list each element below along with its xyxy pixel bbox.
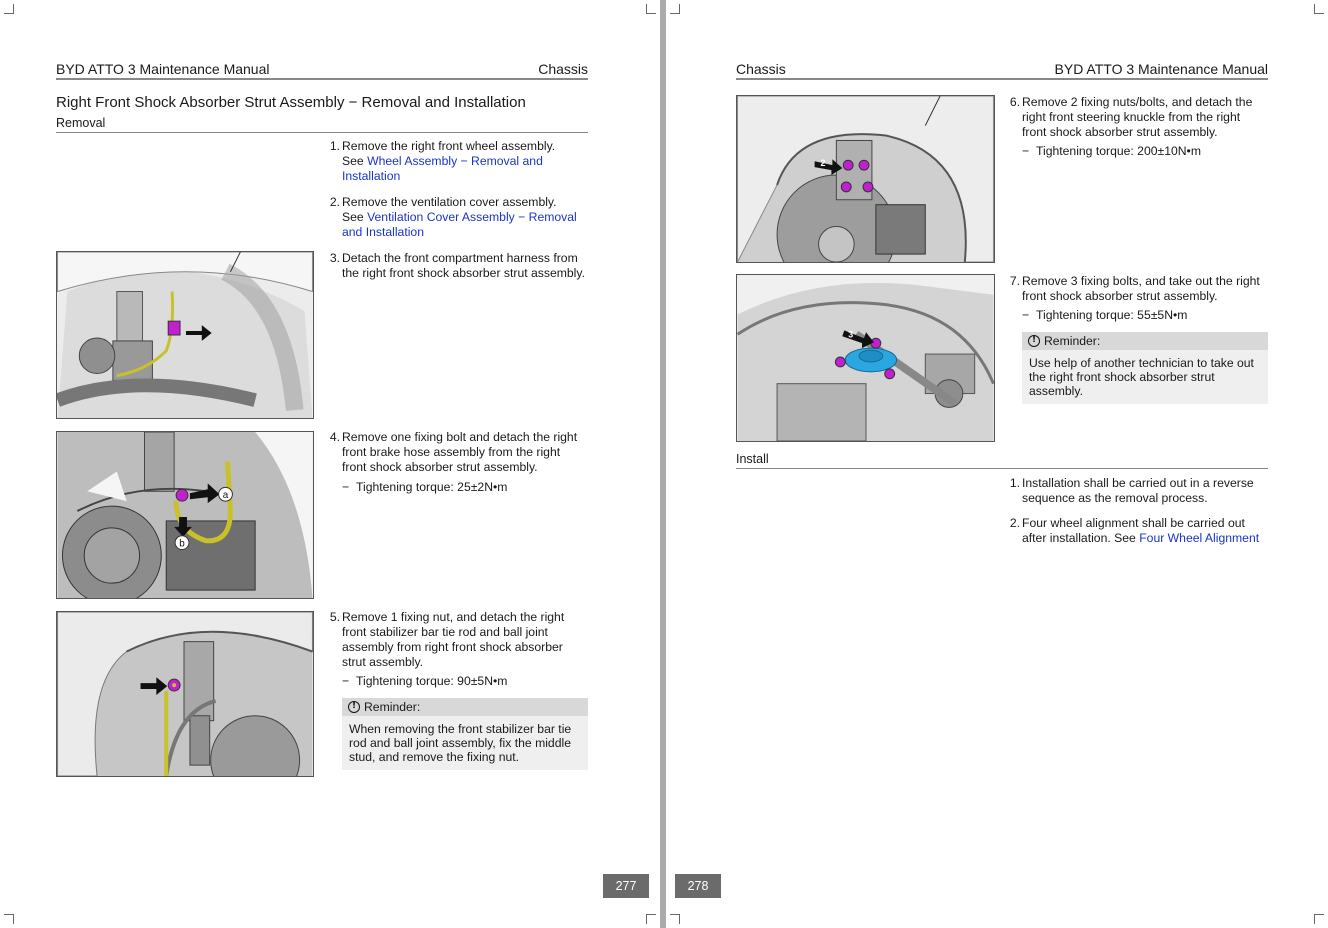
illustration-brake-hose xyxy=(57,432,313,598)
figure-brake-hose xyxy=(56,431,314,599)
step-number: 5. xyxy=(329,610,340,624)
reminder-box xyxy=(1022,332,1268,404)
crop-mark xyxy=(1314,914,1324,924)
info-icon: ! xyxy=(1028,335,1040,347)
link-wheel-assembly[interactable]: Wheel Assembly − Removal and Installation xyxy=(342,154,543,183)
reminder-title: Reminder: xyxy=(1044,334,1101,348)
reminder-text: When removing the front stabilizer bar tie rod and ball joint assembly, fix the middle stud, and remove the fixing nut. xyxy=(349,722,572,764)
torque-text: Tightening torque: 90±5N•m xyxy=(356,674,508,688)
crop-mark xyxy=(646,4,656,14)
step-text: Remove 1 fixing nut, and detach the right front stabilizer bar tie rod and ball joint assembly from right front shock absorber strut assembly. xyxy=(342,610,565,669)
figure-stabilizer-link xyxy=(56,611,314,777)
header-manual-title: BYD ATTO 3 Maintenance Manual xyxy=(1054,61,1268,77)
step-4 xyxy=(328,430,584,475)
crop-mark xyxy=(4,4,14,14)
crop-mark xyxy=(670,4,680,14)
step-text: Remove 3 fixing bolts, and take out the right front shock absorber strut assembly. xyxy=(1022,274,1260,303)
reminder-text: Use help of another technician to take out the right front shock absorber strut assembly. xyxy=(1029,356,1254,398)
step-number: 7. xyxy=(1009,274,1020,288)
section-label: Removal xyxy=(56,116,106,130)
page-header xyxy=(736,60,1268,80)
step-7 xyxy=(1008,274,1264,304)
page-278 xyxy=(666,0,1328,928)
procedure-title: Right Front Shock Absorber Strut Assembly − Removal and Installation xyxy=(56,94,526,111)
info-icon: ! xyxy=(348,701,360,713)
crop-mark xyxy=(1314,4,1324,14)
torque-spec-step-4: − Tightening torque: 25±2N•m xyxy=(342,480,508,494)
page-number: 277 xyxy=(603,874,649,898)
step-number: 3. xyxy=(329,251,340,265)
reminder-title: Reminder: xyxy=(364,700,421,714)
illustration-strut-top-mount xyxy=(737,275,994,441)
torque-text: Tightening torque: 200±10N•m xyxy=(1036,144,1201,158)
step-text: Remove one fixing bolt and detach the right front brake hose assembly from the right front shock absorber strut assembly. xyxy=(342,430,578,474)
link-ventilation-cover[interactable]: Ventilation Cover Assembly − Removal and Installation xyxy=(342,210,577,239)
step-text: Four wheel alignment shall be carried out after installation. xyxy=(1022,516,1245,545)
section-install xyxy=(736,452,1268,469)
step-1 xyxy=(328,139,578,184)
header-chapter: Chassis xyxy=(538,61,588,77)
see-text: See xyxy=(1110,531,1140,545)
section-label: Install xyxy=(736,452,769,466)
crop-mark xyxy=(646,914,656,924)
step-number: 2. xyxy=(1009,516,1020,530)
crop-mark xyxy=(4,914,14,924)
step-text: Remove the ventilation cover assembly. xyxy=(342,195,557,209)
step-text: Remove the right front wheel assembly. xyxy=(342,139,556,153)
figure-harness-detach xyxy=(56,251,314,419)
step-text: Installation shall be carried out in a reverse sequence as the removal process. xyxy=(1022,476,1254,505)
step-number: 1. xyxy=(329,139,340,153)
step-text: Detach the front compartment harness from the right front shock absorber strut assembly. xyxy=(342,251,585,280)
illustration-steering-knuckle xyxy=(737,96,994,262)
see-text: See xyxy=(342,210,368,224)
illustration-harness xyxy=(57,252,313,418)
step-2 xyxy=(328,195,584,240)
page-number: 278 xyxy=(675,874,721,898)
step-number: 6. xyxy=(1009,95,1020,109)
header-chapter: Chassis xyxy=(736,61,786,77)
callout-a: a xyxy=(222,490,229,502)
torque-spec-step-7: − Tightening torque: 55±5N•m xyxy=(1022,308,1188,322)
step-text: Remove 2 fixing nuts/bolts, and detach the right front steering knuckle from the right front shock absorber strut assembly. xyxy=(1022,95,1253,139)
see-text: See xyxy=(342,154,368,168)
step-number: 1. xyxy=(1009,476,1020,490)
step-5 xyxy=(328,610,580,670)
torque-spec-step-6: − Tightening torque: 200±10N•m xyxy=(1022,144,1201,158)
step-6 xyxy=(1008,95,1264,140)
link-four-wheel-alignment[interactable]: Four Wheel Alignment xyxy=(1139,531,1260,545)
torque-text: Tightening torque: 25±2N•m xyxy=(356,480,508,494)
callout-3: 3 xyxy=(848,329,854,340)
page-header xyxy=(56,60,588,80)
header-manual-title: BYD ATTO 3 Maintenance Manual xyxy=(56,61,270,77)
callout-b: b xyxy=(179,538,185,550)
install-step-2 xyxy=(1008,516,1270,546)
section-removal xyxy=(56,116,588,133)
crop-mark xyxy=(670,914,680,924)
figure-strut-top-mount xyxy=(736,274,995,442)
step-3 xyxy=(328,251,590,281)
reminder-box xyxy=(342,698,588,770)
step-number: 2. xyxy=(329,195,340,209)
illustration-stabilizer-link xyxy=(57,612,313,776)
step-number: 4. xyxy=(329,430,340,444)
page-277 xyxy=(0,0,660,928)
torque-spec-step-5: − Tightening torque: 90±5N•m xyxy=(342,674,508,688)
torque-text: Tightening torque: 55±5N•m xyxy=(1036,308,1188,322)
install-step-1 xyxy=(1008,476,1270,506)
callout-2: 2 xyxy=(820,158,826,169)
figure-steering-knuckle xyxy=(736,95,995,263)
